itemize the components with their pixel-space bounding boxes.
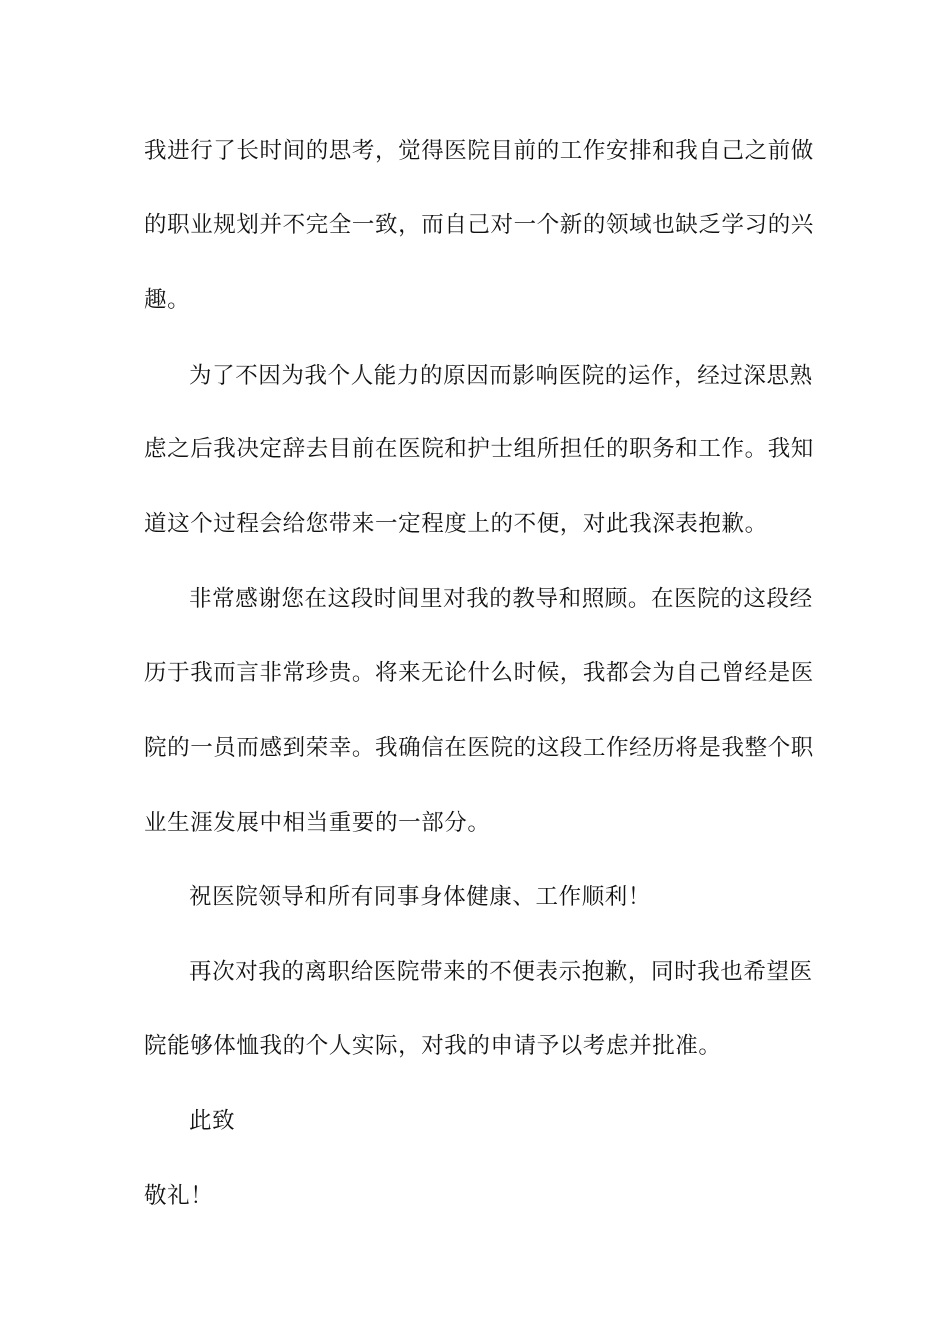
salutation-line: 敬礼！ — [144, 1183, 214, 1209]
paragraph-2-line-2: 虑之后我决定辞去目前在医院和护士组所担任的职务和工作。我知 — [144, 436, 814, 462]
paragraph-4-line-1: 祝医院领导和所有同事身体健康、工作顺利！ — [189, 884, 652, 910]
paragraph-1-line-2: 的职业规划并不完全一致，而自己对一个新的领域也缺乏学习的兴 — [144, 212, 814, 238]
paragraph-3-line-4: 业生涯发展中相当重要的一部分。 — [144, 810, 491, 836]
paragraph-5-line-1: 再次对我的离职给医院带来的不便表示抱歉，同时我也希望医 — [189, 959, 813, 985]
paragraph-1-line-1: 我进行了长时间的思考，觉得医院目前的工作安排和我自己之前做 — [144, 138, 814, 164]
paragraph-3-line-1: 非常感谢您在这段时间里对我的教导和照顾。在医院的这段经 — [189, 586, 813, 612]
paragraph-3-line-2: 历于我而言非常珍贵。将来无论什么时候，我都会为自己曾经是医 — [144, 660, 814, 686]
paragraph-5-line-2: 院能够体恤我的个人实际，对我的申请予以考虑并批准。 — [144, 1033, 722, 1059]
paragraph-3-line-3: 院的一员而感到荣幸。我确信在医院的这段工作经历将是我整个职 — [144, 735, 814, 761]
paragraph-1-line-3: 趣。 — [144, 287, 191, 313]
closing-line: 此致 — [189, 1108, 236, 1134]
paragraph-2-line-1: 为了不因为我个人能力的原因而影响医院的运作，经过深思熟 — [189, 363, 813, 389]
paragraph-2-line-3: 道这个过程会给您带来一定程度上的不便，对此我深表抱歉。 — [144, 511, 768, 537]
